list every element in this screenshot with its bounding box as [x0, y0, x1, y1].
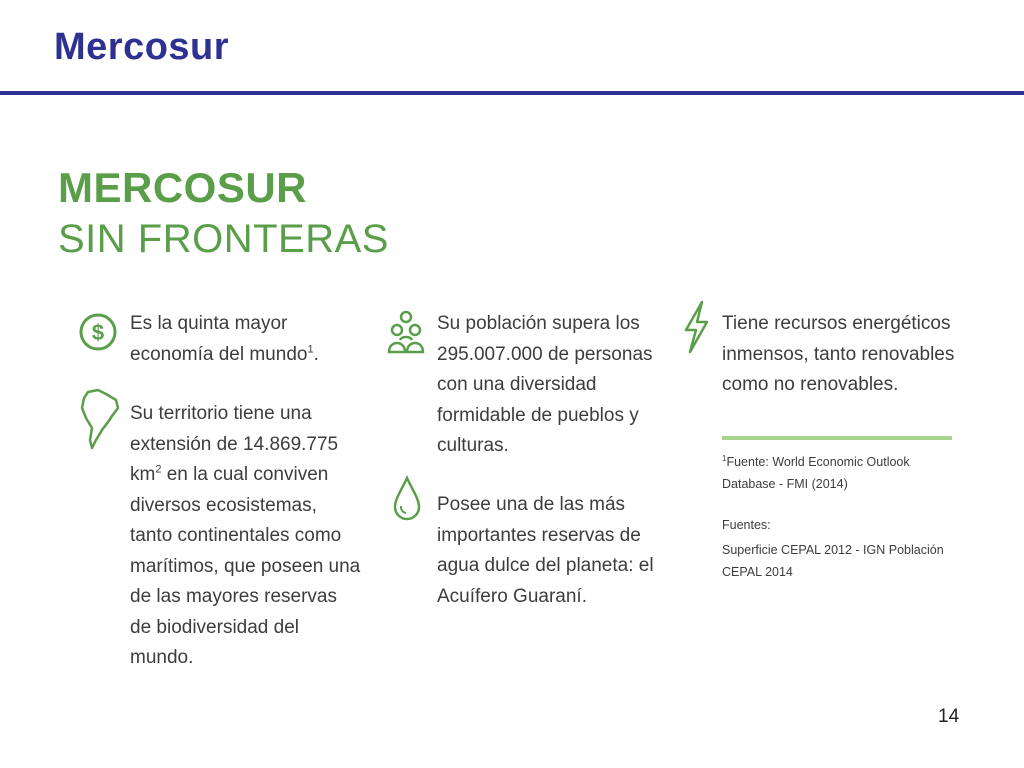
sources-text: Superficie CEPAL 2012 - IGN Población CEPAL 2014 [722, 543, 944, 579]
economy-fact-text: Es la quinta mayor economía del mundo [130, 313, 308, 365]
title-divider [0, 91, 1024, 95]
lightning-icon [682, 300, 710, 354]
sources-label: Fuentes: [722, 518, 771, 532]
infographic-subheading: SIN FRONTERAS [58, 217, 389, 261]
territory-fact-text: Su territorio tiene una extensión de 14.869.775 km [130, 403, 339, 485]
dollar-icon [78, 311, 118, 353]
footnote-number: 1 [722, 453, 727, 463]
footnote [722, 451, 957, 495]
footnote-text: Fuente: World Economic Outlook Database - FMI (2014) [722, 455, 910, 491]
economy-fact [130, 309, 330, 370]
water-drop-icon [392, 475, 422, 523]
slide-title: Mercosur [54, 26, 230, 68]
km-squared-superscript: 2 [155, 463, 162, 476]
water-fact: Posee una de las más importantes reservas de agua dulce del planeta: el Acuífero Guaraní. [437, 494, 654, 607]
energy-fact: Tiene recursos energéticos inmensos, tanto renovables como no renovables. [722, 313, 955, 395]
population-fact: Su población supera los 295.007.000 de personas con una diversidad formidable de pueblos y culturas. [437, 313, 653, 456]
page-number: 14 [938, 706, 960, 727]
footnote-mark: 1 [307, 343, 314, 356]
svg-text:$: $ [91, 320, 105, 345]
economy-fact-end: . [313, 343, 319, 365]
south-america-map-icon [80, 388, 120, 450]
territory-fact-text-end: en la cual conviven diversos ecosistemas, tanto continentales como marítimos, que poseen una de las mayores reservas de biodiversidad del mundo. [130, 464, 361, 668]
people-icon [386, 310, 426, 356]
notes-divider [722, 436, 952, 440]
territory-fact [130, 399, 362, 674]
infographic-heading: MERCOSUR [58, 164, 308, 211]
